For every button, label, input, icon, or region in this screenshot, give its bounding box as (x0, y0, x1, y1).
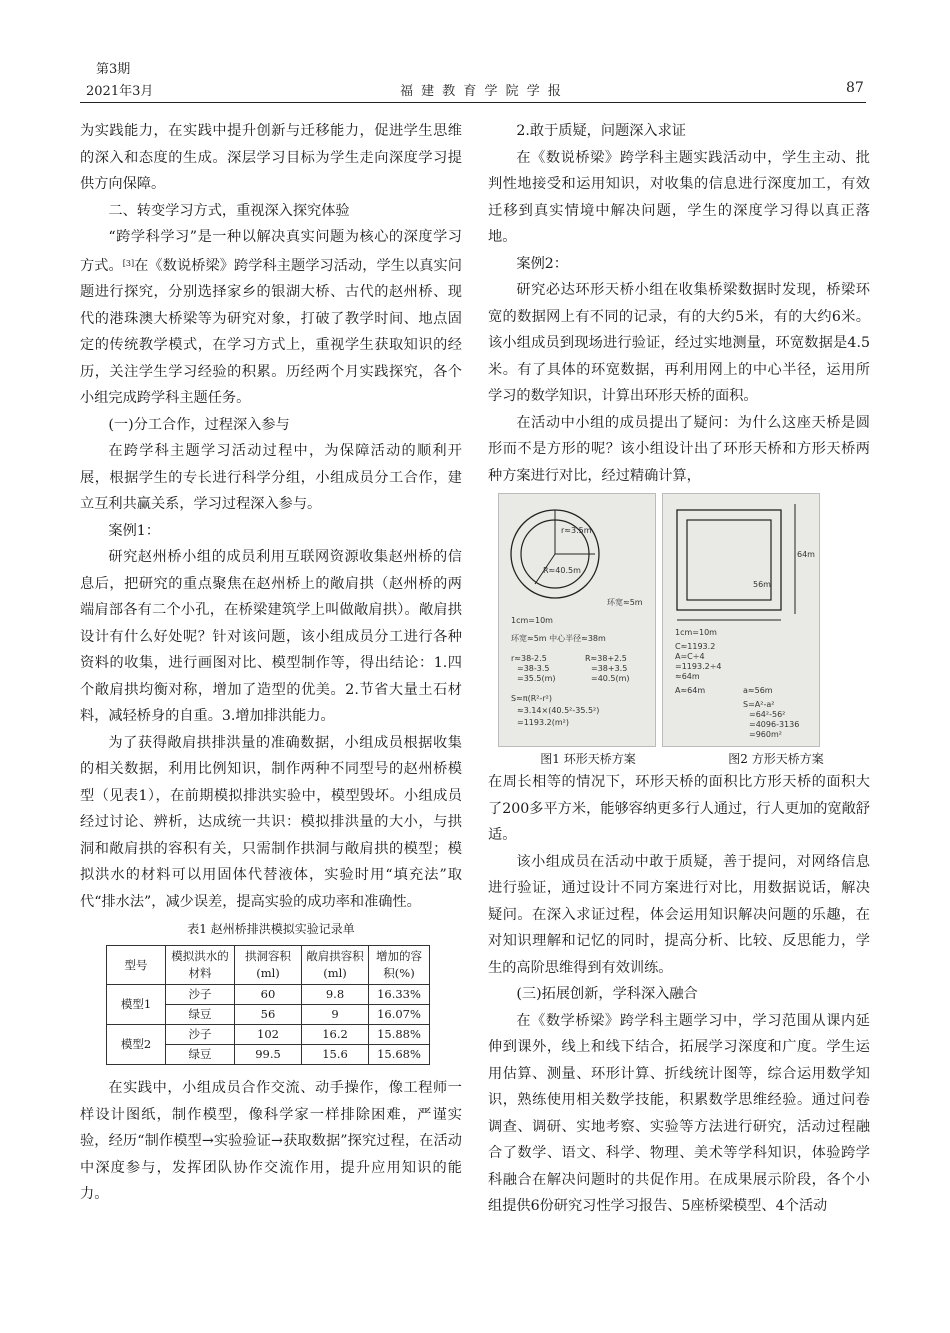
subsection-heading: 2.敢于质疑，问题深入求证 (516, 123, 686, 139)
table-cell: 绿豆 (166, 1045, 235, 1065)
table-header: 型号 (107, 946, 166, 985)
table-cell: 99.5 (235, 1045, 302, 1065)
calc-line: S≈π(R²-r²) (511, 694, 552, 703)
calc-line: R≈38+2.5 (585, 654, 627, 663)
table-cell: 56 (235, 1005, 302, 1025)
journal-title: 福 建 教 育 学 院 学 报 (400, 84, 563, 99)
paragraph: 为了获得敞肩拱排洪量的准确数据，小组成员根据收集的相关数据，利用比例知识，制作两种不同型号的赵州桥模型（见表1），在前期模拟排洪实验中，模型毁坏。小组成员经过讨论、辨析，达成统一共识：模拟排洪量的大小，与拱洞和敞肩拱的容积有关，只需制作拱洞与敞肩拱的模型；模拟洪水的材料可以用固体代替液体，实验时用“填充法”取代“排水法”，减少误差，提高实验的成功率和准确性。 (80, 734, 462, 910)
figure-caption: 图2 方形天桥方案 (728, 752, 824, 766)
paragraph: 在实践中，小组成员合作交流、动手操作，像工程师一样设计图纸，制作模型，像科学家一样排除困难，严谨实验，经历“制作模型→实验验证→获取数据”探究过程，在活动中深度参与，发挥团队协作交流作用，提升应用知识的能力。 (80, 1080, 462, 1202)
square-bridge-drawing (663, 494, 819, 746)
inner-side-label: 56m (753, 580, 771, 589)
paragraph: 为实践能力，在实践中提升创新与迁移能力，促进学生思维的深入和态度的生成。深层学习目标为学生走向深度学习提供方向保障。 (80, 123, 462, 192)
subsection-heading: (一)分工合作，过程深入参与 (108, 416, 290, 433)
table-cell: 16.2 (302, 1025, 369, 1045)
calc-line: =960m² (749, 730, 782, 739)
figure-captions (494, 749, 870, 769)
table-cell: 15.88% (369, 1025, 430, 1045)
scale-label: 1cm=10m (675, 628, 717, 637)
figures (498, 493, 870, 747)
table-row (107, 1025, 430, 1045)
table-cell: 沙子 (166, 985, 235, 1005)
table-cell: 60 (235, 985, 302, 1005)
square-bridge-photo (662, 493, 820, 747)
calc-line: r≈38-2.5 (511, 654, 547, 663)
table-header: 拱洞容积(ml) (235, 946, 302, 985)
paragraph-text: 在《数说桥梁》跨学科主题学习活动，学生以真实问题进行探究，分别选择家乡的银湖大桥、古代的赵州桥、现代的港珠澳大桥梁等为研究对象，打破了教学时间、地点固定的传统教学模式，在学习方式上，重视学生获取知识的经历，关注学生学习经验的积累。历经两个月实践探究，各个小组完成跨学科主题任务。 (80, 257, 462, 406)
record-table (106, 945, 430, 1065)
calc-line: A≈64m (675, 686, 706, 695)
table-caption: 表1 赵州桥排洪模拟实验记录单 (187, 922, 355, 936)
table-header: 敞肩拱容积(ml) (302, 946, 369, 985)
paragraph (80, 224, 462, 412)
calc-line: =1193.2÷4 (675, 662, 722, 671)
table-header-row (107, 946, 430, 985)
paragraph: 在跨学科主题学习活动过程中，为保障活动的顺利开展，根据学生的专长进行科学分组，小组成员分工合作，建立互利共赢关系，学习过程深入参与。 (80, 443, 462, 512)
calc-line: =4096-3136 (749, 720, 800, 729)
paragraph: 研究赵州桥小组的成员利用互联网资源收集赵州桥的信息后，把研究的重点聚焦在赵州桥上的敞肩拱（赵州桥的两端肩部各有二个小孔，在桥梁建筑学上叫做敞肩拱）。敞肩拱设计有什么好处呢？针对该问题，该小组成员分工进行各种资料的收集，进行画图对比、模型制作等，得出结论：1.四个敞肩拱均衡对称，增加了造型的优美。2.节省大量土石材料，减轻桥身的自重。3.增加排洪能力。 (80, 549, 462, 724)
calc-line: =38-3.5 (517, 664, 550, 673)
calc-line: =1193.2(m²) (517, 718, 569, 727)
page-number: 87 (846, 80, 864, 96)
table-row (107, 985, 430, 1005)
case-label: 案例2： (516, 255, 568, 272)
subsection-heading: (三)拓展创新，学科深入融合 (516, 986, 698, 1002)
case-label: 案例1： (108, 522, 160, 539)
paragraph: 在活动中小组的成员提出了疑问：为什么这座天桥是圆形而不是方形的呢？该小组设计出了环形天桥和方形天桥两种方案进行对比，经过精确计算， (488, 414, 870, 484)
citation-ref: [3] (122, 258, 135, 268)
side-label: 64m (797, 550, 815, 559)
table-cell: 16.33% (369, 985, 430, 1005)
calc-line: =35.5(m) (517, 674, 556, 683)
table-cell: 16.07% (369, 1005, 430, 1025)
table-cell: 15.6 (302, 1045, 369, 1065)
calc-line: =40.5(m) (591, 674, 630, 683)
calc-line: a≈56m (743, 686, 773, 695)
issue-date: 2021年3月 (86, 84, 154, 99)
section-heading: 二、转变学习方式，重视深入探究体验 (108, 202, 350, 219)
calc-line: =64²-56² (749, 710, 786, 719)
ring-width-label: 环宽≈5m (607, 598, 643, 607)
paragraph: 在《数学桥梁》跨学科主题学习中，学习范围从课内延伸到课外，线上和线下结合，拓展学习深度和广度。学生运用估算、测量、环形计算、折线统计图等，综合运用数学知识，熟练使用相关数学技能，积累数学思维经验。通过问卷调查、调研、实地考察、实验等方法进行研究，活动过程融合了数学、语文、科学、物理、美术等学科知识，体验跨学科融合在解决问题时的共促作用。在成果展示阶段，各个小组提供6份研究习性学习报告、5座桥梁模型、4个活动 (488, 1012, 870, 1214)
left-column (80, 118, 462, 1208)
table-cell: 模型1 (107, 985, 166, 1025)
table-cell: 绿豆 (166, 1005, 235, 1025)
header-rule (80, 102, 866, 103)
paragraph: 该小组成员在活动中敢于质疑，善于提问，对网络信息进行验证，通过设计不同方案进行对比，用数据说话，解决疑问。在深入求证过程，体会运用知识解决问题的乐趣，在对知识理解和记忆的同时，提高分析、比较、反思能力，学生的高阶思维得到有效训练。 (488, 853, 870, 976)
paragraph: 在《数说桥梁》跨学科主题实践活动中，学生主动、批判性地接受和运用知识，对收集的信息进行深度加工，有效迁移到真实情境中解决问题，学生的深度学习得以真正落地。 (488, 149, 870, 245)
calc-line: C≈1193.2 (675, 642, 716, 651)
table-cell: 15.68% (369, 1045, 430, 1065)
paragraph: 研究必达环形天桥小组在收集桥梁数据时发现，桥梁环宽的数据网上有不同的记录，有的大约5米，有的大约6米。该小组成员到现场进行验证，经过实地测量，环宽数据是4.5米。有了具体的环宽数据，再利用网上的中心半径，运用所学习的数学知识，计算出环形天桥的面积。 (488, 282, 870, 404)
table-cell: 模型2 (107, 1025, 166, 1065)
right-column (488, 118, 870, 1220)
calc-line: S=A²-a² (743, 700, 775, 709)
issue-number: 第3期 (96, 62, 131, 77)
table-cell: 9 (302, 1005, 369, 1025)
calc-line: ≈64m (675, 672, 700, 681)
radius-big-label: R≈40.5m (543, 566, 581, 575)
ring-bridge-photo (498, 493, 656, 747)
figure-caption: 图1 环形天桥方案 (540, 752, 636, 766)
paragraph-text: “跨学科学习”是一种以解决真实问题为核心的深度学习方式。 (80, 229, 462, 274)
table-cell: 沙子 (166, 1025, 235, 1045)
table-header: 增加的容积(%) (369, 946, 430, 985)
calc-line: A=C÷4 (675, 652, 705, 661)
sketch-note: 环宽≈5m 中心半径≈38m (511, 634, 606, 643)
paragraph: 在周长相等的情况下，环形天桥的面积比方形天桥的面积大了200多平方米，能够容纳更多行人通过，行人更加的宽敞舒适。 (488, 774, 870, 843)
calc-line: ≈3.14×(40.5²-35.5²) (517, 706, 600, 715)
table-header: 模拟洪水的材料 (166, 946, 235, 985)
calc-line: =38+3.5 (591, 664, 628, 673)
radius-small-label: r≈3.5m (561, 526, 592, 535)
table-cell: 102 (235, 1025, 302, 1045)
table-cell: 9.8 (302, 985, 369, 1005)
scale-label: 1cm=10m (511, 616, 553, 625)
